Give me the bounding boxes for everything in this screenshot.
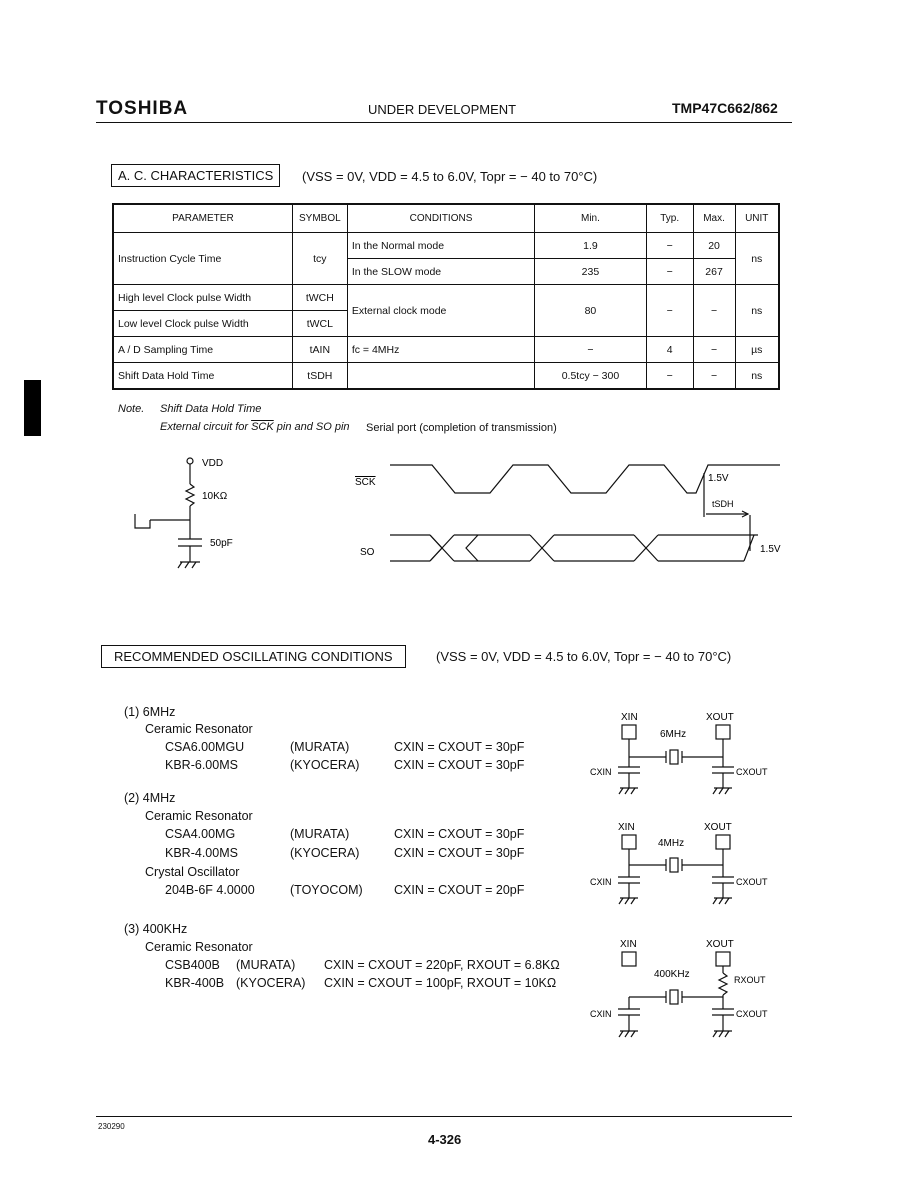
maker-name: (KYOCERA) (236, 976, 306, 990)
resonator-type: Ceramic Resonator (145, 722, 253, 736)
symbol-cell: tcy (292, 233, 347, 285)
column-header: Typ. (646, 204, 693, 233)
min-cell: 1.9 (535, 233, 647, 259)
cxout-label: CXOUT (736, 1009, 768, 1019)
frequency-label: 4MHz (658, 838, 685, 849)
serial-timing-diagram (350, 455, 790, 575)
symbol-cell: tWCL (292, 311, 347, 337)
conditions-cell: External clock mode (347, 285, 534, 337)
caption-sck: $\overline{SCK}$ (251, 421, 274, 433)
resonator-type: Ceramic Resonator (145, 940, 253, 954)
max-cell: − (693, 285, 735, 337)
unit-cell: ns (735, 363, 779, 390)
osc-section-title: RECOMMENDED OSCILLATING CONDITIONS (101, 645, 406, 668)
typ-cell: − (646, 285, 693, 337)
note-circuit-caption (160, 421, 350, 433)
typ-cell: − (646, 259, 693, 285)
table-row (113, 363, 779, 390)
serial-port-caption: Serial port (completion of transmission) (366, 422, 557, 434)
cxout-label: CXOUT (736, 877, 768, 887)
oscillator-type: Crystal Oscillator (145, 865, 240, 879)
maker-name: (KYOCERA) (290, 846, 360, 860)
footer-rule (96, 1116, 792, 1117)
caption-prefix: External circuit for (160, 421, 252, 433)
part-name: KBR-400B (165, 976, 225, 990)
column-header: Min. (535, 204, 647, 233)
part-name: CSA6.00MGU (165, 740, 245, 754)
conditions-cell: fc = 4MHz (347, 337, 534, 363)
chapter-tab-marker (24, 380, 41, 436)
xout-label: XOUT (706, 939, 734, 950)
parameter-cell: Instruction Cycle Time (113, 233, 292, 285)
capacitance-condition: CXIN = CXOUT = 100pF, RXOUT = 10KΩ (324, 976, 557, 990)
capacitance-condition: CXIN = CXOUT = 30pF (394, 827, 525, 841)
xout-label: XOUT (704, 822, 732, 833)
capacitance-condition: CXIN = CXOUT = 220pF, RXOUT = 6.8KΩ (324, 958, 560, 972)
maker-name: (MURATA) (290, 827, 350, 841)
parameter-cell: A / D Sampling Time (113, 337, 292, 363)
xin-label: XIN (620, 939, 637, 950)
xout-label: XOUT (706, 712, 734, 723)
maker-name: (MURATA) (290, 740, 350, 754)
unit-cell: ns (735, 233, 779, 285)
capacitance-condition: CXIN = CXOUT = 30pF (394, 846, 525, 860)
table-row (113, 233, 779, 259)
symbol-cell: tAIN (292, 337, 347, 363)
ac-conditions: (VSS = 0V, VDD = 4.5 to 6.0V, Topr = − 40 to 70°C) (302, 169, 598, 184)
oscillator-circuit-400khz (588, 935, 778, 1045)
group-heading: (1) 6MHz (124, 705, 176, 719)
part-name: KBR-6.00MS (165, 758, 238, 772)
unit-cell: ns (735, 285, 779, 337)
capacitance-condition: CXIN = CXOUT = 20pF (394, 883, 525, 897)
resonator-type: Ceramic Resonator (145, 809, 253, 823)
typ-cell: 4 (646, 337, 693, 363)
max-cell: − (693, 363, 735, 390)
conditions-cell: In the SLOW mode (347, 259, 534, 285)
part-name: CSA4.00MG (165, 827, 236, 841)
symbol-cell: tWCH (292, 285, 347, 311)
sck-threshold-label: 1.5V (708, 473, 729, 484)
cxin-label: CXIN (590, 877, 612, 887)
so-signal-label: SO (360, 547, 375, 558)
capacitance-condition: CXIN = CXOUT = 30pF (394, 758, 525, 772)
conditions-cell: In the Normal mode (347, 233, 534, 259)
max-cell: − (693, 337, 735, 363)
parameter-cell: High level Clock pulse Width (113, 285, 292, 311)
group-heading: (3) 400KHz (124, 922, 188, 936)
table-header-row (113, 204, 779, 233)
page-number: 4-326 (428, 1132, 462, 1147)
table-row (113, 285, 779, 311)
table-row (113, 337, 779, 363)
max-cell: 267 (693, 259, 735, 285)
caption-suffix: pin and SO pin (273, 421, 350, 433)
part-name: KBR-4.00MS (165, 846, 238, 860)
tsdh-label: tSDH (712, 499, 734, 509)
min-cell: 80 (535, 285, 647, 337)
sck-signal-label: SCK (355, 477, 376, 488)
group-heading: (2) 4MHz (124, 791, 176, 805)
capacitance-condition: CXIN = CXOUT = 30pF (394, 740, 525, 754)
capacitor-label: 50pF (210, 538, 233, 549)
vdd-label: VDD (202, 458, 224, 469)
rxout-label: RXOUT (734, 975, 766, 985)
maker-name: (KYOCERA) (290, 758, 360, 772)
column-header: SYMBOL (292, 204, 347, 233)
cxin-label: CXIN (590, 1009, 612, 1019)
column-header: UNIT (735, 204, 779, 233)
note-title: Shift Data Hold Time (160, 403, 262, 415)
xin-label: XIN (621, 712, 638, 723)
parameter-cell: Low level Clock pulse Width (113, 311, 292, 337)
column-header: Max. (693, 204, 735, 233)
max-cell: 20 (693, 233, 735, 259)
symbol-cell: tSDH (292, 363, 347, 390)
min-cell: 0.5tcy − 300 (535, 363, 647, 390)
frequency-label: 400KHz (654, 969, 690, 980)
oscillator-circuit-6mhz (588, 708, 778, 803)
header-rule (96, 122, 792, 123)
frequency-label: 6MHz (660, 729, 687, 740)
brand-logo: TOSHIBA (96, 98, 189, 119)
column-header: CONDITIONS (347, 204, 534, 233)
xin-label: XIN (618, 822, 635, 833)
resistor-label: 10KΩ (202, 491, 228, 502)
oscillator-circuit-4mhz (588, 818, 778, 913)
cxout-label: CXOUT (736, 767, 768, 777)
conditions-cell (347, 363, 534, 390)
maker-name: (MURATA) (236, 958, 296, 972)
parameter-cell: Shift Data Hold Time (113, 363, 292, 390)
min-cell: − (535, 337, 647, 363)
maker-name: (TOYOCOM) (290, 883, 363, 897)
note-label: Note. (118, 403, 145, 415)
external-circuit-diagram (120, 450, 270, 580)
ac-characteristics-table (112, 203, 780, 390)
column-header: PARAMETER (113, 204, 292, 233)
unit-cell: µs (735, 337, 779, 363)
part-name: 204B-6F 4.0000 (165, 883, 255, 897)
so-threshold-label: 1.5V (760, 544, 781, 555)
min-cell: 235 (535, 259, 647, 285)
cxin-label: CXIN (590, 767, 612, 777)
ac-section-title: A. C. CHARACTERISTICS (111, 164, 280, 187)
part-name: CSB400B (165, 958, 220, 972)
typ-cell: − (646, 363, 693, 390)
typ-cell: − (646, 233, 693, 259)
document-status: UNDER DEVELOPMENT (368, 102, 517, 117)
footer-code: 230290 (98, 1122, 125, 1131)
part-number: TMP47C662/862 (672, 100, 778, 116)
osc-conditions: (VSS = 0V, VDD = 4.5 to 6.0V, Topr = − 40 to 70°C) (436, 649, 732, 664)
